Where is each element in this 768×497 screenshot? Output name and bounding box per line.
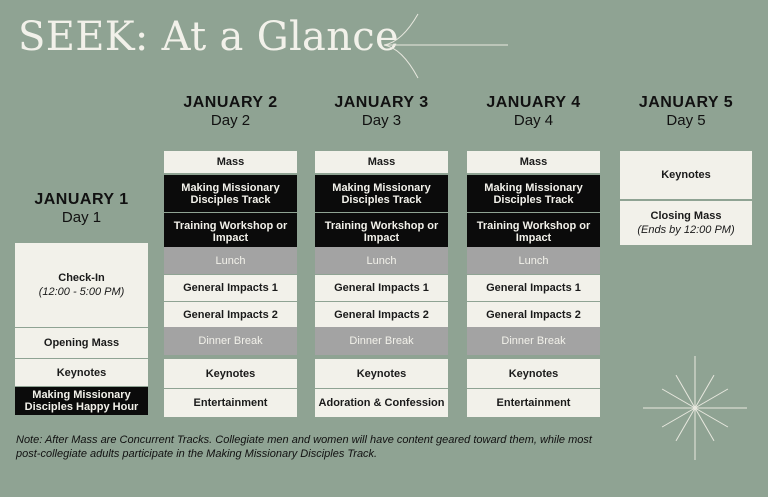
schedule-cell: [620, 201, 752, 245]
day-column-2: [164, 0, 297, 497]
schedule-cell: [315, 327, 448, 355]
schedule-cell: [315, 302, 448, 328]
schedule-cell: [164, 175, 297, 212]
day-column-1: [15, 0, 148, 497]
cell-label: Check-In: [58, 272, 105, 284]
schedule-cell: [315, 389, 448, 417]
schedule-cell: [164, 302, 297, 328]
cell-label: Lunch: [518, 254, 549, 267]
cell-label: Mass: [519, 156, 548, 168]
schedule-cell: [467, 175, 600, 212]
schedule-cell: [467, 302, 600, 328]
schedule-cell: [164, 213, 297, 250]
schedule-cell: [164, 247, 297, 274]
day-column-3: [315, 0, 448, 497]
cell-label: Making Missionary Disciples Track: [332, 181, 431, 206]
schedule-cell: [467, 151, 600, 173]
schedule-cell: [315, 247, 448, 274]
day-date: JANUARY 2: [183, 94, 278, 111]
cell-label: Keynotes: [56, 366, 107, 379]
cell-label: Lunch: [366, 254, 397, 267]
schedule-cell: [315, 275, 448, 301]
cell-label: Keynotes: [205, 367, 256, 380]
schedule-cell: [467, 275, 600, 301]
cell-label: Opening Mass: [43, 337, 120, 349]
schedule-cell: [315, 213, 448, 250]
cell-label: General Impacts 1: [334, 282, 429, 294]
schedule-cell: [467, 389, 600, 417]
cell-label: Training Workshop or Impact: [476, 219, 591, 244]
day-date: JANUARY 3: [334, 94, 429, 111]
cell-label: General Impacts 2: [183, 309, 278, 321]
cell-label: Lunch: [215, 254, 246, 267]
schedule-cell: [164, 359, 297, 388]
cell-label: Dinner Break: [501, 335, 566, 347]
cell-label: General Impacts 2: [334, 309, 429, 321]
cell-label: Keynotes: [661, 169, 711, 181]
schedule-cell: [15, 359, 148, 386]
schedule-cell: [315, 359, 448, 388]
schedule-cell: [164, 389, 297, 417]
schedule-cell: [164, 327, 297, 355]
cell-label: Mass: [216, 156, 245, 168]
day-date: JANUARY 1: [34, 191, 129, 208]
cell-label: Training Workshop or Impact: [324, 219, 439, 244]
cell-label: Keynotes: [508, 367, 559, 380]
day-number: Day 4: [513, 112, 554, 129]
cell-label: Adoration & Confession: [318, 397, 445, 409]
day-number: Day 1: [61, 209, 102, 226]
cell-label: Dinner Break: [349, 335, 414, 347]
schedule-cell: [164, 275, 297, 301]
cell-label: Training Workshop or Impact: [173, 219, 288, 244]
cell-sublabel: (12:00 - 5:00 PM): [38, 286, 125, 298]
cell-label: Making Missionary Disciples Happy Hour: [24, 389, 139, 413]
schedule-cell: [467, 359, 600, 388]
cell-label: General Impacts 1: [183, 282, 278, 294]
schedule-cell: [315, 175, 448, 212]
schedule-cell: [15, 328, 148, 358]
schedule-cell: [467, 247, 600, 274]
cell-label: Closing Mass: [650, 210, 722, 222]
schedule-cell: [315, 151, 448, 173]
cell-label: Mass: [367, 156, 396, 168]
day-date: JANUARY 5: [638, 94, 734, 111]
cell-label: General Impacts 2: [486, 309, 581, 321]
cell-label: Dinner Break: [198, 335, 263, 347]
page-title: SEEK: At a Glance: [18, 14, 399, 60]
schedule-cell: [15, 243, 148, 327]
cell-sublabel: (Ends by 12:00 PM): [637, 224, 735, 236]
cell-label: Keynotes: [356, 367, 407, 380]
cell-label: Entertainment: [193, 397, 268, 409]
schedule-cell: [467, 327, 600, 355]
day-number: Day 3: [361, 112, 402, 129]
cell-label: Making Missionary Disciples Track: [484, 181, 583, 206]
day-number: Day 5: [666, 112, 706, 129]
schedule-cell: [620, 151, 752, 199]
schedule-cell: [15, 387, 148, 415]
cell-label: Entertainment: [496, 397, 571, 409]
day-number: Day 2: [210, 112, 251, 129]
footnote: Note: After Mass are Concurrent Tracks. Collegiate men and women will have content geared toward them, while most post-collegiate adults participate in the Making Missionary Disciples Track.: [16, 434, 592, 460]
cell-label: General Impacts 1: [486, 282, 581, 294]
day-date: JANUARY 4: [486, 94, 581, 111]
cell-label: Making Missionary Disciples Track: [181, 181, 280, 206]
day-column-4: [467, 0, 600, 497]
schedule-cell: [467, 213, 600, 250]
schedule-cell: [164, 151, 297, 173]
starburst-icon: [640, 352, 750, 462]
